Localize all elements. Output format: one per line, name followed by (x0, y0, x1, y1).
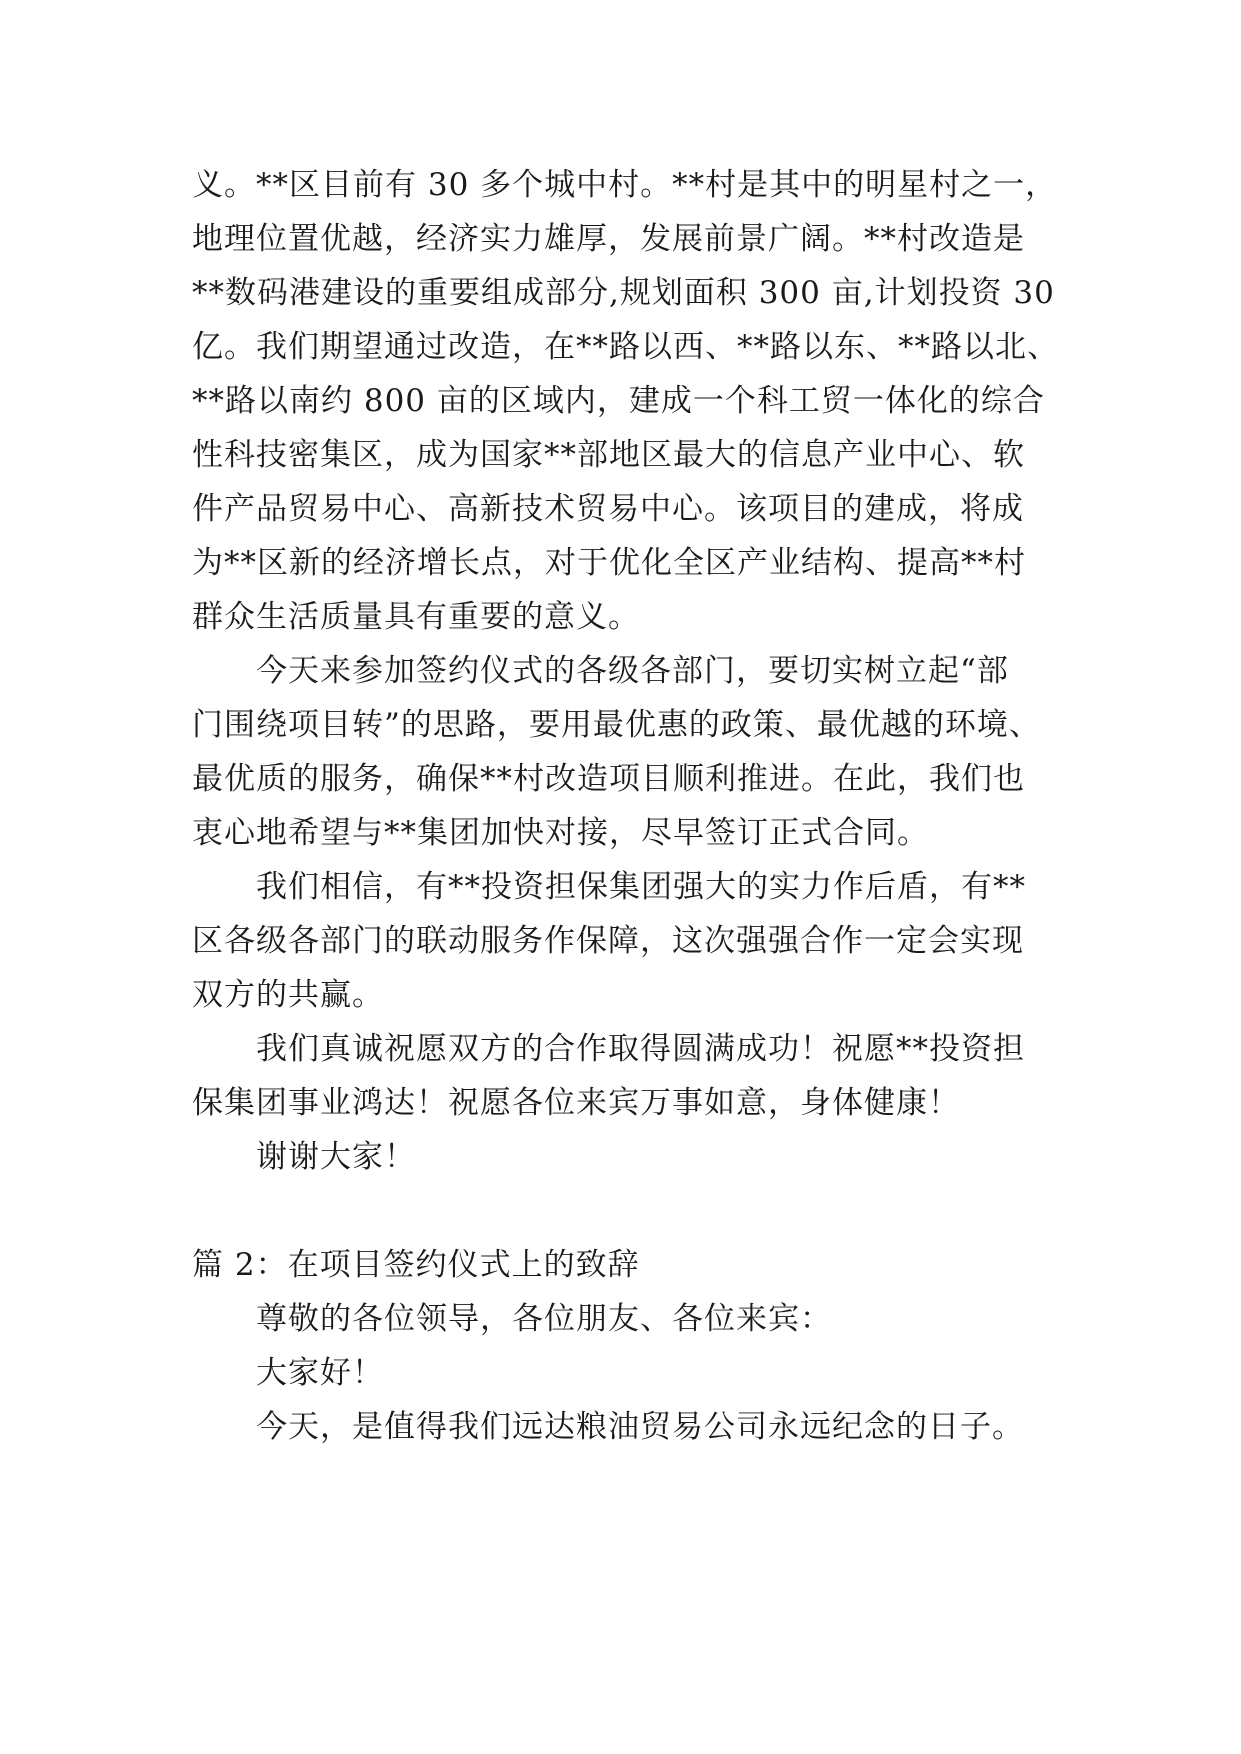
paragraph-line: 义。**区目前有 30 多个城中村。**村是其中的明星村之一， (192, 167, 1058, 203)
paragraph-line: 我们真诚祝愿双方的合作取得圆满成功！祝愿**投资担 (256, 1031, 1025, 1067)
paragraph-3 (192, 860, 1092, 1022)
paragraph-line: **路以南约 800 亩的区域内，建成一个科工贸一体化的综合 (192, 383, 1045, 419)
paragraph-line: 地理位置优越，经济实力雄厚，发展前景广阔。**村改造是 (192, 221, 1025, 257)
paragraph-1 (192, 158, 1092, 644)
salutation-line: 尊敬的各位领导，各位朋友、各位来宾： (256, 1301, 832, 1337)
section-heading: 篇 2：在项目签约仪式上的致辞 (192, 1247, 640, 1283)
paragraph-line: 性科技密集区，成为国家**部地区最大的信息产业中心、软 (192, 437, 1025, 473)
paragraph-line: 我们相信，有**投资担保集团强大的实力作后盾，有** (256, 869, 1026, 905)
opening-line: 今天，是值得我们远达粮油贸易公司永远纪念的日子。 (256, 1409, 1024, 1445)
paragraph-line: 门围绕项目转”的思路，要用最优惠的政策、最优越的环境、 (192, 707, 1041, 743)
paragraph-line: 今天来参加签约仪式的各级各部门，要切实树立起“部 (256, 653, 1009, 689)
paragraph-line: 为**区新的经济增长点，对于优化全区产业结构、提高**村 (192, 545, 1026, 581)
greeting-line: 大家好！ (256, 1355, 384, 1391)
paragraph-line: 最优质的服务，确保**村改造项目顺利推进。在此，我们也 (192, 761, 1025, 797)
paragraph-line: 件产品贸易中心、高新技术贸易中心。该项目的建成，将成 (192, 491, 1024, 527)
paragraph-line: 群众生活质量具有重要的意义。 (192, 599, 640, 635)
paragraph-line: 亿。我们期望通过改造，在**路以西、**路以东、**路以北、 (192, 329, 1059, 365)
paragraph-line: **数码港建设的重要组成部分,规划面积 300 亩,计划投资 30 (192, 275, 1055, 311)
paragraph-line: 保集团事业鸿达！祝愿各位来宾万事如意，身体健康！ (192, 1085, 960, 1121)
paragraph-4 (192, 1022, 1092, 1130)
paragraph-line: 衷心地希望与**集团加快对接，尽早签订正式合同。 (192, 815, 929, 851)
document-body (192, 158, 1092, 1454)
paragraph-2 (192, 644, 1092, 860)
paragraph-line: 双方的共赢。 (192, 977, 384, 1013)
closing-line: 谢谢大家！ (256, 1139, 416, 1175)
paragraph-line: 区各级各部门的联动服务作保障，这次强强合作一定会实现 (192, 923, 1024, 959)
